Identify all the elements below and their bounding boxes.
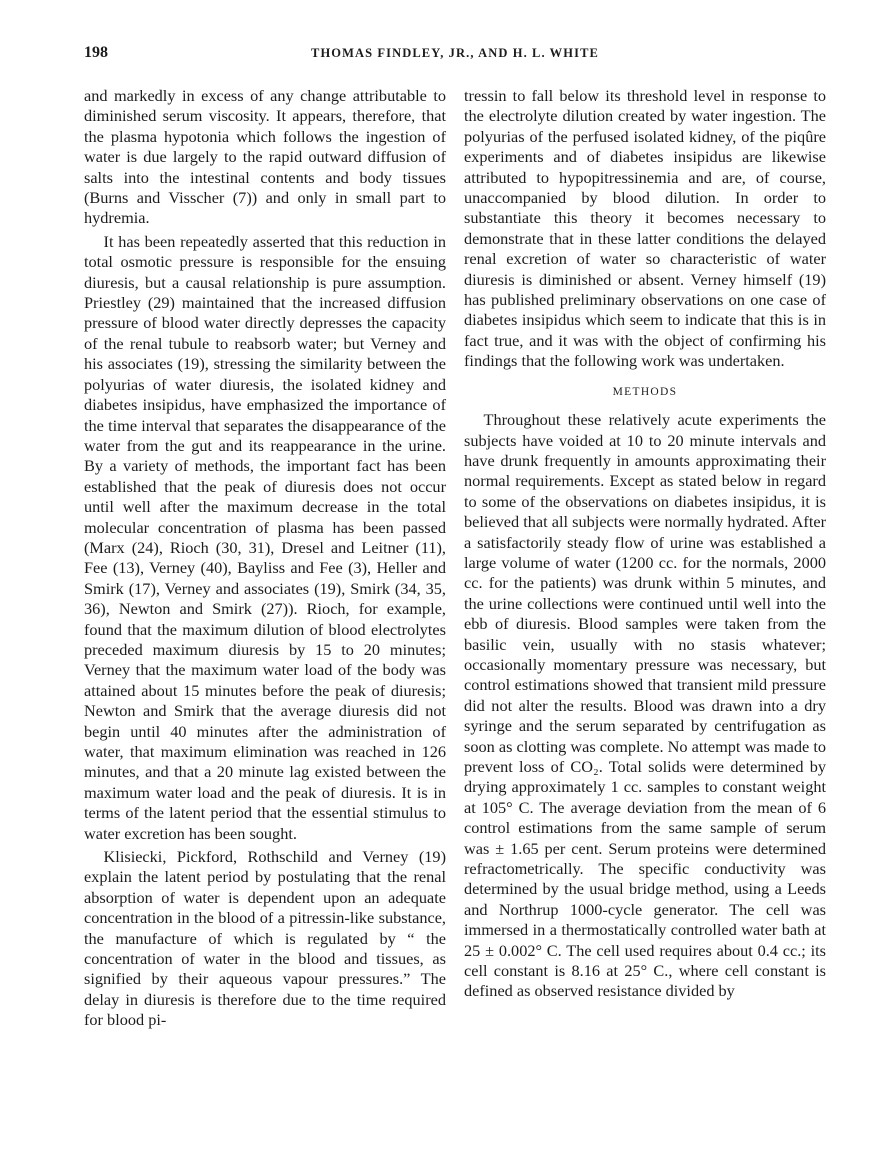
section-heading-methods: METHODS — [612, 385, 678, 398]
left-column — [84, 86, 446, 1034]
paragraph: It has been repeatedly asserted that this reduction in total osmotic pressure is responsible for the ensuing diuresis, but a causal relationship is pure assumption. Priestley (29) maintained that the increased diffusion pressure of blood water directly depresses the capacity of the renal tubule to reabsorb water; but Verney and his associates (19), stressing the similarity between the polyurias of water diuresis, the isolated kidney and diabetes insipidus, have emphasized the importance of the time interval that separates the disappearance of the water from the gut and its reappearance in the urine. By a variety of methods, the important fact has been established that the peak of diuresis does not occur until well after the maximum decrease in the total molecular concentration of plasma has been passed (Marx (24), Rioch (30, 31), Dresel and Leitner (11), Fee (13), Verney (40), Bayliss and Fee (3), Heller and Smirk (17), Verney and associates (19), Smirk (34, 35, 36), Newton and Smirk (27)). Rioch, for example, found that the maximum dilution of blood electrolytes preceded maximum diuresis by 15 to 20 minutes; Verney that the maximum water load of the body was attained about 15 minutes before the peak of diuresis; Newton and Smirk that the average diuresis did not begin until 40 minutes after the administration of water, that maximum elimination was reached in 126 minutes, and that a 20 minute lag existed between the maximum water load and the peak of diuresis. It is in terms of the latent period that the essential stimulus to water excretion has been sought. — [84, 231, 446, 843]
right-column — [464, 86, 826, 1005]
running-head: THOMAS FINDLEY, JR., AND H. L. WHITE — [311, 46, 599, 60]
page-header — [84, 44, 826, 66]
page-number: 198 — [84, 44, 108, 61]
paragraph: Throughout these relatively acute experiments the subjects have voided at 10 to 20 minute intervals and have drunk frequently in amounts approximating their normal requirements. Except as stated below in regard to some of the observations on diabetes insipidus, it is believed that all subjects were normally hydrated. After a satisfactorily steady flow of urine was established a large volume of water (1200 cc. for the normals, 2000 cc. for the patients) was drunk within 5 minutes, and the urine collections were continued until well into the ebb of diuresis. Blood samples were taken from the basilic vein, usually with no stasis whatever; occasionally momentary pressure was necessary, but control estimations showed that transient mild pressure did not alter the results. Blood was drawn into a dry syringe and the serum separated by centrifugation as soon as clotting was complete. No attempt was made to prevent loss of CO₂. Total solids were determined by drying approximately 1 cc. samples to constant weight at 105° C. The average deviation from the mean of 6 control estimations from the same sample of serum was ± 1.65 per cent. Serum proteins were determined refractometrically. The specific conductivity was determined by the usual bridge method, using a Leeds and Northrup 1000-cycle generator. The cell was immersed in a thermostatically controlled water bath at 25 ± 0.002° C. The cell used requires about 0.4 cc.; its cell constant is 8.16 at 25° C., where cell constant is defined as observed resistance divided by — [464, 410, 826, 1001]
paragraph: and markedly in excess of any change attributable to diminished serum viscosity. It appears, therefore, that the plasma hypotonia which follows the ingestion of water is due largely to the rapid outward diffusion of salts into the intestinal contents and body tissues (Burns and Visscher (7)) and only in small part to hydremia. — [84, 86, 446, 228]
paragraph: tressin to fall below its threshold level in response to the electrolyte dilution created by water ingestion. The polyurias of the perfused isolated kidney, of the piqûre experiments and of diabetes insipidus are likewise attributed to hypopitressinemia and are, of course, unaccompanied by blood dilution. In order to substantiate this theory it becomes necessary to demonstrate that in these latter conditions the delayed renal excretion of water so characteristic of water diuresis is diminished or absent. Verney himself (19) has published preliminary observations on one case of diabetes insipidus which seem to indicate that this is in fact true, and it was with the object of confirming his findings that the following work was undertaken. — [464, 86, 826, 371]
paragraph: Klisiecki, Pickford, Rothschild and Verney (19) explain the latent period by postulating that the renal absorption of water is dependent upon an adequate concentration in the blood of a pitressin-like substance, the manufacture of which is regulated by “ the concentration of water in the blood and tissues, as signified by their aqueous vapour pressures.” The delay in diuresis is therefore due to the time required for blood pi- — [84, 847, 446, 1030]
